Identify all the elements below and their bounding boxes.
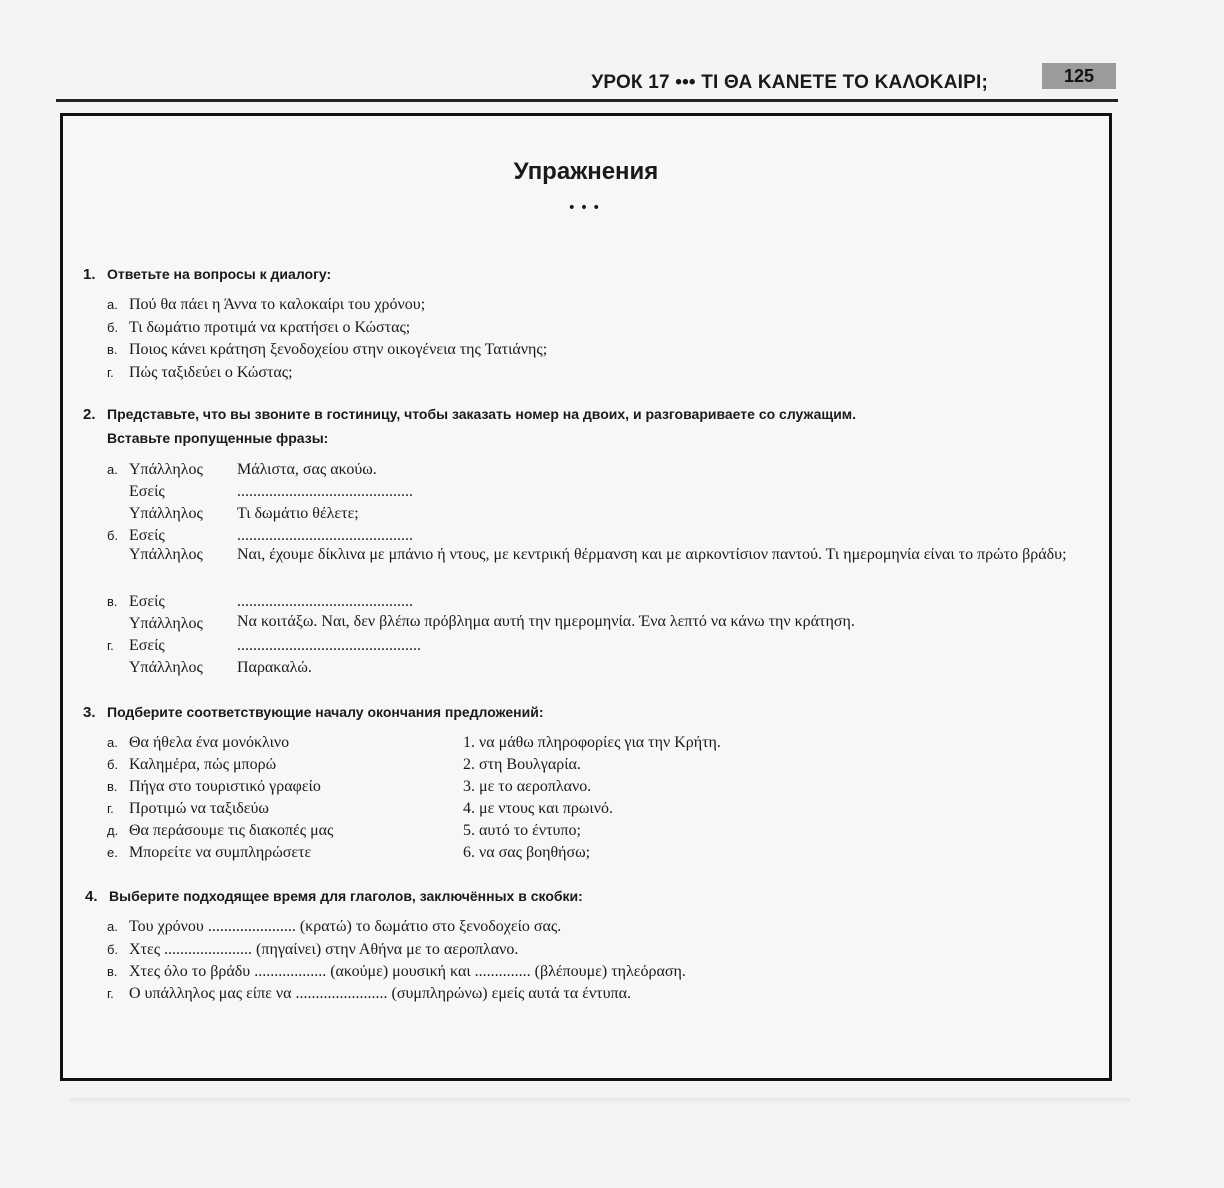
section-dots: •••: [567, 200, 605, 216]
exercise-2-instruction-2: Вставьте пропущенные фразы:: [107, 430, 329, 446]
item-text: Χτες όλο το βράδυ .................. (ακούμε) μουσική και .............. (βλέπουμε) τηλεόραση.: [129, 963, 686, 980]
item-text: Μπορείτε να συμπληρώσετε: [129, 844, 312, 861]
blank-line: ..............................................: [237, 637, 421, 654]
page-header: [56, 60, 1118, 98]
list-item: [107, 941, 518, 959]
exercise-4-heading: [85, 888, 583, 905]
dialog-text: Παρακαλώ.: [237, 659, 312, 676]
exercise-instruction: Подберите соответствующие началу окончания предложений:: [107, 704, 544, 720]
list-item: [107, 319, 410, 337]
item-marker: в.: [107, 594, 118, 609]
speaker: Εσείς: [129, 637, 165, 654]
lesson-title: УРОК 17 ••• ΤΙ ΘΑ ΚΑΝΕΤΕ ΤΟ ΚΑΛΟΚΑΙΡΙ;: [591, 72, 988, 93]
list-item: [107, 778, 321, 796]
item-text: Τι δωμάτιο προτιμά να κρατήσει ο Κώστας;: [129, 319, 411, 336]
list-item: [107, 844, 311, 862]
item-text: Πώς ταξιδεύει ο Κώστας;: [129, 364, 293, 381]
list-item: [107, 364, 293, 382]
exercise-2-heading: [83, 406, 856, 423]
item-text: Προτιμώ να ταξιδεύω: [129, 800, 269, 817]
exercises-box: [60, 113, 1112, 1081]
item-marker: б.: [107, 757, 119, 772]
dialog-text: Μάλιστα, σας ακούω.: [237, 461, 377, 478]
item-text: Πού θα πάει η Άννα το καλοκαίρι του χρόνου;: [129, 296, 426, 313]
item-marker: а.: [107, 919, 118, 934]
exercise-number: 4.: [85, 888, 98, 905]
blank-line: ............................................: [237, 483, 413, 500]
ending-item: 2. στη Βουλγαρία.: [463, 756, 581, 773]
exercise-3-heading: [83, 704, 544, 721]
item-marker: г.: [107, 638, 114, 653]
dialog-text: Να κοιτάξω. Ναι, δεν βλέπω πρόβλημα αυτή την ημερομηνία. Ένα λεπτό να κάνω την κράτηση.: [237, 613, 855, 630]
speaker: Υπάλληλος: [129, 546, 203, 563]
speaker: Εσείς: [129, 593, 165, 610]
item-text: Ποιος κάνει κράτηση ξενοδοχείου στην οικογένεια της Τατιάνης;: [129, 341, 548, 358]
item-text: Χτες ...................... (πηγαίνει) στην Αθήνα με το αεροπλανο.: [129, 941, 519, 958]
list-item: [107, 822, 333, 840]
item-marker: г.: [107, 365, 114, 380]
item-marker: д.: [107, 823, 119, 838]
speaker: Υπάλληλος: [129, 461, 203, 478]
exercise-number: 1.: [83, 266, 96, 283]
page-shadow: [70, 1098, 1130, 1104]
header-divider: [56, 99, 1118, 102]
item-text: Ο υπάλληλος μας είπε να ....................... (συμπληρώνω) εμείς αυτά τα έντυπα.: [129, 985, 631, 1002]
item-marker: а.: [107, 735, 118, 750]
item-marker: а.: [107, 462, 118, 477]
ending-item: 6. να σας βοηθήσω;: [463, 844, 591, 861]
item-marker: а.: [107, 297, 118, 312]
list-item: [107, 341, 547, 359]
speaker: Υπάλληλος: [129, 659, 203, 676]
item-marker: в.: [107, 964, 118, 979]
item-text: Θα ήθελα ένα μονόκλινο: [129, 734, 290, 751]
list-item: [107, 918, 561, 936]
item-marker: е.: [107, 845, 118, 860]
page-number: 125: [1042, 63, 1116, 89]
exercise-instruction: Представьте, что вы звоните в гостиницу, чтобы заказать номер на двоих, и разговариваете со служащим.: [107, 406, 857, 422]
ending-item: 4. με ντους και πρωινό.: [463, 800, 613, 817]
list-item: [107, 734, 289, 752]
blank-line: ............................................: [237, 527, 413, 544]
item-marker: б.: [107, 942, 119, 957]
item-text: Πήγα στο τουριστικό γραφείο: [129, 778, 321, 795]
blank-line: ............................................: [237, 593, 413, 610]
exercise-instruction: Выберите подходящее время для глаголов, заключённых в скобки:: [109, 888, 583, 904]
item-marker: б.: [107, 528, 119, 543]
dialog-row: [107, 527, 165, 545]
item-marker: г.: [107, 986, 114, 1001]
item-text: Θα περάσουμε τις διακοπές μας: [129, 822, 334, 839]
ending-item: 5. αυτό το έντυπο;: [463, 822, 581, 839]
item-marker: в.: [107, 779, 118, 794]
ending-item: 3. με το αεροπλανο.: [463, 778, 592, 795]
exercise-number: 3.: [83, 704, 96, 721]
ending-item: 1. να μάθω πληροφορίες για την Κρήτη.: [463, 734, 721, 751]
list-item: [107, 800, 269, 818]
exercise-instruction: Ответьте на вопросы к диалогу:: [107, 266, 332, 282]
exercise-1-heading: [83, 266, 331, 283]
item-marker: г.: [107, 801, 114, 816]
item-text: Του χρόνου ...................... (κρατώ) το δωμάτιο στο ξενοδοχείο σας.: [129, 918, 562, 935]
item-marker: в.: [107, 342, 118, 357]
exercise-number: 2.: [83, 406, 96, 423]
section-title: Упражнения: [513, 158, 659, 185]
dialog-text: Τι δωμάτιο θέλετε;: [237, 505, 359, 522]
list-item: [107, 756, 276, 774]
list-item: [107, 985, 631, 1003]
speaker: Υπάλληλος: [129, 505, 203, 522]
dialog-text: Ναι, έχουμε δίκλινα με μπάνιο ή ντους, με κεντρική θέρμανση και με αιρκοντίσιον παντού. Τι ημερομηνία είναι το πρώτο βράδυ;: [237, 546, 1067, 563]
speaker: Υπάλληλος: [129, 615, 203, 632]
dialog-row: [107, 461, 203, 479]
speaker: Εσείς: [129, 483, 165, 500]
list-item: [107, 963, 686, 981]
list-item: [107, 296, 425, 314]
item-marker: б.: [107, 320, 119, 335]
dialog-row: [107, 593, 165, 611]
dialog-row: [107, 637, 165, 655]
item-text: Καλημέρα, πώς μπορώ: [129, 756, 277, 773]
speaker: Εσείς: [129, 527, 165, 544]
